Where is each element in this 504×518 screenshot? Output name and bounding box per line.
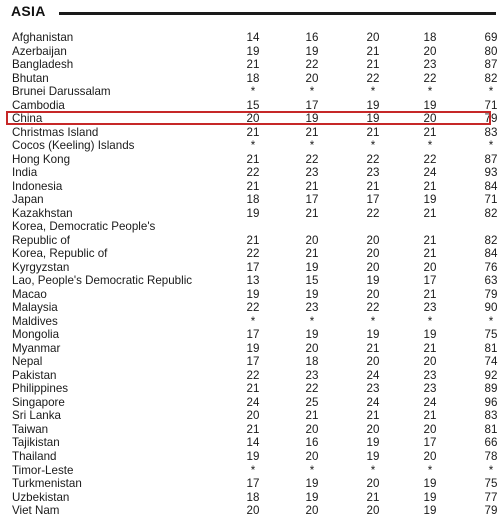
table-row bbox=[12, 233, 498, 248]
score-value: 19 bbox=[366, 328, 380, 342]
score-value: 20 bbox=[305, 341, 319, 355]
table-row bbox=[12, 152, 498, 167]
score-value: 20 bbox=[423, 44, 437, 58]
table-row bbox=[12, 477, 498, 491]
score-value: 21 bbox=[305, 206, 319, 220]
score-value: * bbox=[370, 139, 376, 153]
total-value: 82 bbox=[484, 206, 498, 220]
score-value: 19 bbox=[366, 449, 380, 463]
score-value: 17 bbox=[423, 436, 437, 450]
score-value: 25 bbox=[305, 395, 319, 409]
score-value: 19 bbox=[366, 98, 380, 112]
scores-table bbox=[12, 31, 498, 518]
score-value: 20 bbox=[305, 422, 319, 436]
country-name: Indonesia bbox=[12, 179, 63, 193]
total-value: 79 bbox=[484, 112, 498, 126]
score-value: * bbox=[309, 314, 315, 328]
score-value: 19 bbox=[246, 449, 260, 463]
total-value: 81 bbox=[484, 422, 498, 436]
table-row bbox=[12, 449, 498, 464]
total-value: 69 bbox=[484, 31, 498, 44]
score-value: 23 bbox=[366, 382, 380, 396]
score-value: 22 bbox=[246, 301, 260, 315]
score-value: 19 bbox=[246, 341, 260, 355]
score-value: 18 bbox=[305, 355, 319, 369]
country-name: Maldives bbox=[12, 314, 58, 328]
score-value: 21 bbox=[246, 422, 260, 436]
country-name: Tajikistan bbox=[12, 436, 60, 450]
table-row bbox=[12, 85, 492, 99]
country-name: Nepal bbox=[12, 355, 43, 369]
score-value: 16 bbox=[305, 31, 319, 44]
score-value: 21 bbox=[423, 233, 437, 247]
score-value: 20 bbox=[366, 233, 380, 247]
score-value: 23 bbox=[423, 301, 437, 315]
table-row bbox=[12, 490, 498, 505]
score-value: 15 bbox=[246, 98, 260, 112]
total-value: 78 bbox=[484, 449, 498, 463]
score-value: 22 bbox=[423, 152, 437, 166]
score-value: 22 bbox=[246, 166, 260, 180]
table-row bbox=[12, 139, 492, 153]
table-row bbox=[12, 247, 498, 261]
score-value: 17 bbox=[366, 193, 380, 207]
score-value: 17 bbox=[246, 477, 260, 491]
header-rule bbox=[59, 12, 496, 15]
score-value: 19 bbox=[423, 98, 437, 112]
country-name: Bhutan bbox=[12, 71, 49, 85]
score-value: 22 bbox=[366, 152, 380, 166]
score-value: 17 bbox=[246, 355, 260, 369]
country-name: Afghanistan bbox=[12, 31, 74, 44]
country-name: Bangladesh bbox=[12, 58, 74, 72]
total-value: 79 bbox=[484, 287, 498, 301]
country-name: Singapore bbox=[12, 395, 65, 409]
table-row bbox=[12, 355, 498, 369]
score-value: 19 bbox=[305, 112, 319, 126]
table-row bbox=[12, 328, 498, 342]
table-row bbox=[12, 504, 498, 518]
score-value: 22 bbox=[246, 247, 260, 261]
score-value: 17 bbox=[423, 274, 437, 288]
score-value: * bbox=[370, 85, 376, 99]
table-row bbox=[12, 193, 498, 207]
score-value: 23 bbox=[305, 368, 319, 382]
score-value: 20 bbox=[305, 71, 319, 85]
score-value: 19 bbox=[246, 206, 260, 220]
score-value: 20 bbox=[366, 355, 380, 369]
country-name: Uzbekistan bbox=[12, 490, 70, 504]
score-value: * bbox=[427, 314, 433, 328]
score-value: 19 bbox=[423, 477, 437, 491]
score-value: 20 bbox=[366, 287, 380, 301]
table-row bbox=[12, 220, 492, 234]
country-name: Philippines bbox=[12, 382, 69, 396]
score-value: 22 bbox=[366, 301, 380, 315]
score-value: 21 bbox=[366, 125, 380, 139]
total-value: 80 bbox=[484, 44, 498, 58]
country-name: Pakistan bbox=[12, 368, 57, 382]
score-value: 24 bbox=[366, 368, 380, 382]
country-name: Brunei Darussalam bbox=[12, 85, 111, 99]
table-row bbox=[12, 341, 498, 356]
country-name: Malaysia bbox=[12, 301, 58, 315]
score-value: 23 bbox=[366, 166, 380, 180]
table-row bbox=[12, 206, 498, 221]
score-value: * bbox=[250, 463, 256, 477]
total-value: 84 bbox=[484, 247, 498, 261]
country-name: Christmas Island bbox=[12, 125, 99, 139]
score-value: 14 bbox=[246, 436, 260, 450]
score-value: 20 bbox=[246, 409, 260, 423]
score-value: 22 bbox=[246, 368, 260, 382]
total-value: 79 bbox=[484, 504, 498, 518]
score-value: 19 bbox=[366, 112, 380, 126]
score-value: 23 bbox=[305, 301, 319, 315]
score-value: 21 bbox=[246, 179, 260, 193]
table-row bbox=[12, 287, 498, 302]
total-value: * bbox=[488, 314, 494, 328]
score-value: 22 bbox=[305, 382, 319, 396]
score-value: * bbox=[250, 85, 256, 99]
table-row bbox=[12, 368, 498, 383]
section-title: ASIA bbox=[11, 3, 46, 19]
score-value: 21 bbox=[246, 152, 260, 166]
country-name: Thailand bbox=[12, 449, 57, 463]
table-row bbox=[12, 464, 492, 478]
score-value: 21 bbox=[246, 125, 260, 139]
country-name: Taiwan bbox=[12, 422, 49, 436]
country-name: Republic of bbox=[12, 233, 71, 247]
score-value: 14 bbox=[246, 31, 260, 44]
score-value: 20 bbox=[305, 449, 319, 463]
score-value: 18 bbox=[246, 490, 260, 504]
table-row bbox=[12, 315, 492, 329]
score-value: 17 bbox=[246, 260, 260, 274]
table-row bbox=[12, 44, 498, 59]
score-value: 18 bbox=[423, 31, 437, 44]
score-value: 15 bbox=[305, 274, 319, 288]
score-value: 21 bbox=[246, 382, 260, 396]
score-value: 22 bbox=[305, 58, 319, 72]
table-row bbox=[12, 274, 498, 288]
score-value: * bbox=[427, 463, 433, 477]
score-value: 19 bbox=[423, 193, 437, 207]
score-value: 17 bbox=[305, 193, 319, 207]
score-value: 18 bbox=[246, 71, 260, 85]
score-value: 17 bbox=[305, 98, 319, 112]
score-value: 21 bbox=[423, 179, 437, 193]
total-value: 92 bbox=[484, 368, 498, 382]
country-name: Cambodia bbox=[12, 98, 65, 112]
country-name: Sri Lanka bbox=[12, 409, 61, 423]
score-value: 21 bbox=[366, 409, 380, 423]
country-name: Mongolia bbox=[12, 328, 60, 342]
country-name: India bbox=[12, 166, 38, 180]
score-value: 20 bbox=[305, 233, 319, 247]
total-value: 93 bbox=[484, 166, 498, 180]
score-value: 19 bbox=[246, 287, 260, 301]
country-name: Hong Kong bbox=[12, 152, 71, 166]
country-name: Macao bbox=[12, 287, 47, 301]
total-value: 81 bbox=[484, 341, 498, 355]
score-value: 19 bbox=[305, 260, 319, 274]
score-value: 24 bbox=[246, 395, 260, 409]
total-value: 71 bbox=[484, 98, 498, 112]
score-value: * bbox=[427, 139, 433, 153]
score-value: * bbox=[427, 85, 433, 99]
score-value: 19 bbox=[366, 436, 380, 450]
score-value: 22 bbox=[366, 206, 380, 220]
table-row bbox=[12, 409, 498, 423]
score-value: 21 bbox=[366, 44, 380, 58]
score-value: 20 bbox=[423, 260, 437, 274]
table-row bbox=[12, 98, 498, 113]
total-value: * bbox=[488, 139, 494, 153]
table-row bbox=[12, 301, 498, 315]
score-value: 19 bbox=[305, 44, 319, 58]
country-name: Azerbaijan bbox=[12, 44, 67, 58]
table-row bbox=[12, 179, 498, 194]
score-value: 19 bbox=[423, 490, 437, 504]
score-value: 22 bbox=[366, 71, 380, 85]
score-value: 21 bbox=[423, 409, 437, 423]
score-value: 21 bbox=[423, 247, 437, 261]
country-name: Turkmenistan bbox=[12, 477, 82, 491]
table-row bbox=[12, 422, 498, 437]
total-value: 74 bbox=[484, 355, 498, 369]
score-value: 20 bbox=[366, 260, 380, 274]
score-value: 19 bbox=[305, 287, 319, 301]
score-value: * bbox=[309, 85, 315, 99]
country-name: Timor-Leste bbox=[12, 463, 74, 477]
total-value: 83 bbox=[484, 409, 498, 423]
score-value: 20 bbox=[246, 112, 260, 126]
score-value: 20 bbox=[423, 355, 437, 369]
table-row bbox=[12, 260, 498, 275]
score-value: 20 bbox=[366, 477, 380, 491]
table-row bbox=[12, 71, 498, 86]
score-value: 13 bbox=[246, 274, 260, 288]
score-value: 19 bbox=[305, 490, 319, 504]
total-value: 75 bbox=[484, 477, 498, 491]
total-value: 77 bbox=[484, 490, 498, 504]
score-value: * bbox=[370, 463, 376, 477]
score-value: 19 bbox=[423, 504, 437, 518]
score-value: 24 bbox=[423, 395, 437, 409]
score-value: 21 bbox=[423, 341, 437, 355]
country-name: Viet Nam bbox=[12, 504, 60, 518]
score-value: * bbox=[250, 314, 256, 328]
score-value: 20 bbox=[246, 504, 260, 518]
total-value: 75 bbox=[484, 328, 498, 342]
total-value: 76 bbox=[484, 260, 498, 274]
total-value: 89 bbox=[484, 382, 498, 396]
score-value: 18 bbox=[246, 193, 260, 207]
score-value: 23 bbox=[305, 166, 319, 180]
total-value: 82 bbox=[484, 233, 498, 247]
score-value: * bbox=[309, 139, 315, 153]
country-name: Korea, Republic of bbox=[12, 247, 108, 261]
score-value: 21 bbox=[423, 287, 437, 301]
score-value: 19 bbox=[366, 274, 380, 288]
total-value: 96 bbox=[484, 395, 498, 409]
score-value: 20 bbox=[423, 449, 437, 463]
score-value: 20 bbox=[366, 31, 380, 44]
score-value: 19 bbox=[305, 477, 319, 491]
total-value: 66 bbox=[484, 436, 498, 450]
total-value: 82 bbox=[484, 71, 498, 85]
score-value: * bbox=[250, 139, 256, 153]
score-value: 24 bbox=[366, 395, 380, 409]
score-value: 20 bbox=[366, 247, 380, 261]
score-value: 19 bbox=[305, 328, 319, 342]
total-value: 84 bbox=[484, 179, 498, 193]
score-value: 23 bbox=[423, 382, 437, 396]
score-value: 22 bbox=[305, 152, 319, 166]
score-value: 16 bbox=[305, 436, 319, 450]
score-value: * bbox=[370, 314, 376, 328]
total-value: 90 bbox=[484, 301, 498, 315]
score-value: 19 bbox=[423, 328, 437, 342]
table-row bbox=[12, 166, 498, 180]
score-value: 23 bbox=[423, 58, 437, 72]
score-value: 20 bbox=[366, 422, 380, 436]
total-value: 71 bbox=[484, 193, 498, 207]
score-value: 20 bbox=[423, 112, 437, 126]
country-name: Korea, Democratic People's bbox=[12, 220, 156, 234]
score-value: 21 bbox=[423, 125, 437, 139]
score-value: 21 bbox=[305, 409, 319, 423]
score-value: 21 bbox=[366, 58, 380, 72]
score-value: 20 bbox=[366, 504, 380, 518]
score-value: 20 bbox=[423, 422, 437, 436]
total-value: * bbox=[488, 85, 494, 99]
section-header bbox=[11, 3, 496, 21]
country-name: Kyrgyzstan bbox=[12, 260, 70, 274]
table-row bbox=[12, 58, 498, 72]
table-row bbox=[12, 125, 498, 140]
table-row bbox=[12, 436, 498, 450]
score-value: 21 bbox=[366, 341, 380, 355]
country-name: Cocos (Keeling) Islands bbox=[12, 139, 135, 153]
score-value: 21 bbox=[366, 179, 380, 193]
country-name: China bbox=[12, 112, 43, 126]
score-value: 21 bbox=[305, 179, 319, 193]
table-row bbox=[12, 112, 498, 126]
score-value: 21 bbox=[246, 58, 260, 72]
score-value: 21 bbox=[366, 490, 380, 504]
country-name: Kazakhstan bbox=[12, 206, 73, 220]
table-row bbox=[12, 395, 498, 410]
score-value: 20 bbox=[305, 504, 319, 518]
total-value: 63 bbox=[484, 274, 498, 288]
country-name: Myanmar bbox=[12, 341, 61, 355]
score-value: * bbox=[309, 463, 315, 477]
table-row bbox=[12, 31, 498, 45]
score-value: 21 bbox=[423, 206, 437, 220]
score-value: 21 bbox=[246, 233, 260, 247]
table-row bbox=[12, 382, 498, 396]
score-value: 22 bbox=[423, 71, 437, 85]
total-value: 87 bbox=[484, 58, 498, 72]
country-name: Japan bbox=[12, 193, 44, 207]
score-value: 21 bbox=[305, 125, 319, 139]
country-name: Lao, People's Democratic Republic bbox=[12, 274, 193, 288]
total-value: * bbox=[488, 463, 494, 477]
total-value: 87 bbox=[484, 152, 498, 166]
score-value: 23 bbox=[423, 368, 437, 382]
score-value: 17 bbox=[246, 328, 260, 342]
score-value: 24 bbox=[423, 166, 437, 180]
score-value: 19 bbox=[246, 44, 260, 58]
score-value: 21 bbox=[305, 247, 319, 261]
total-value: 83 bbox=[484, 125, 498, 139]
